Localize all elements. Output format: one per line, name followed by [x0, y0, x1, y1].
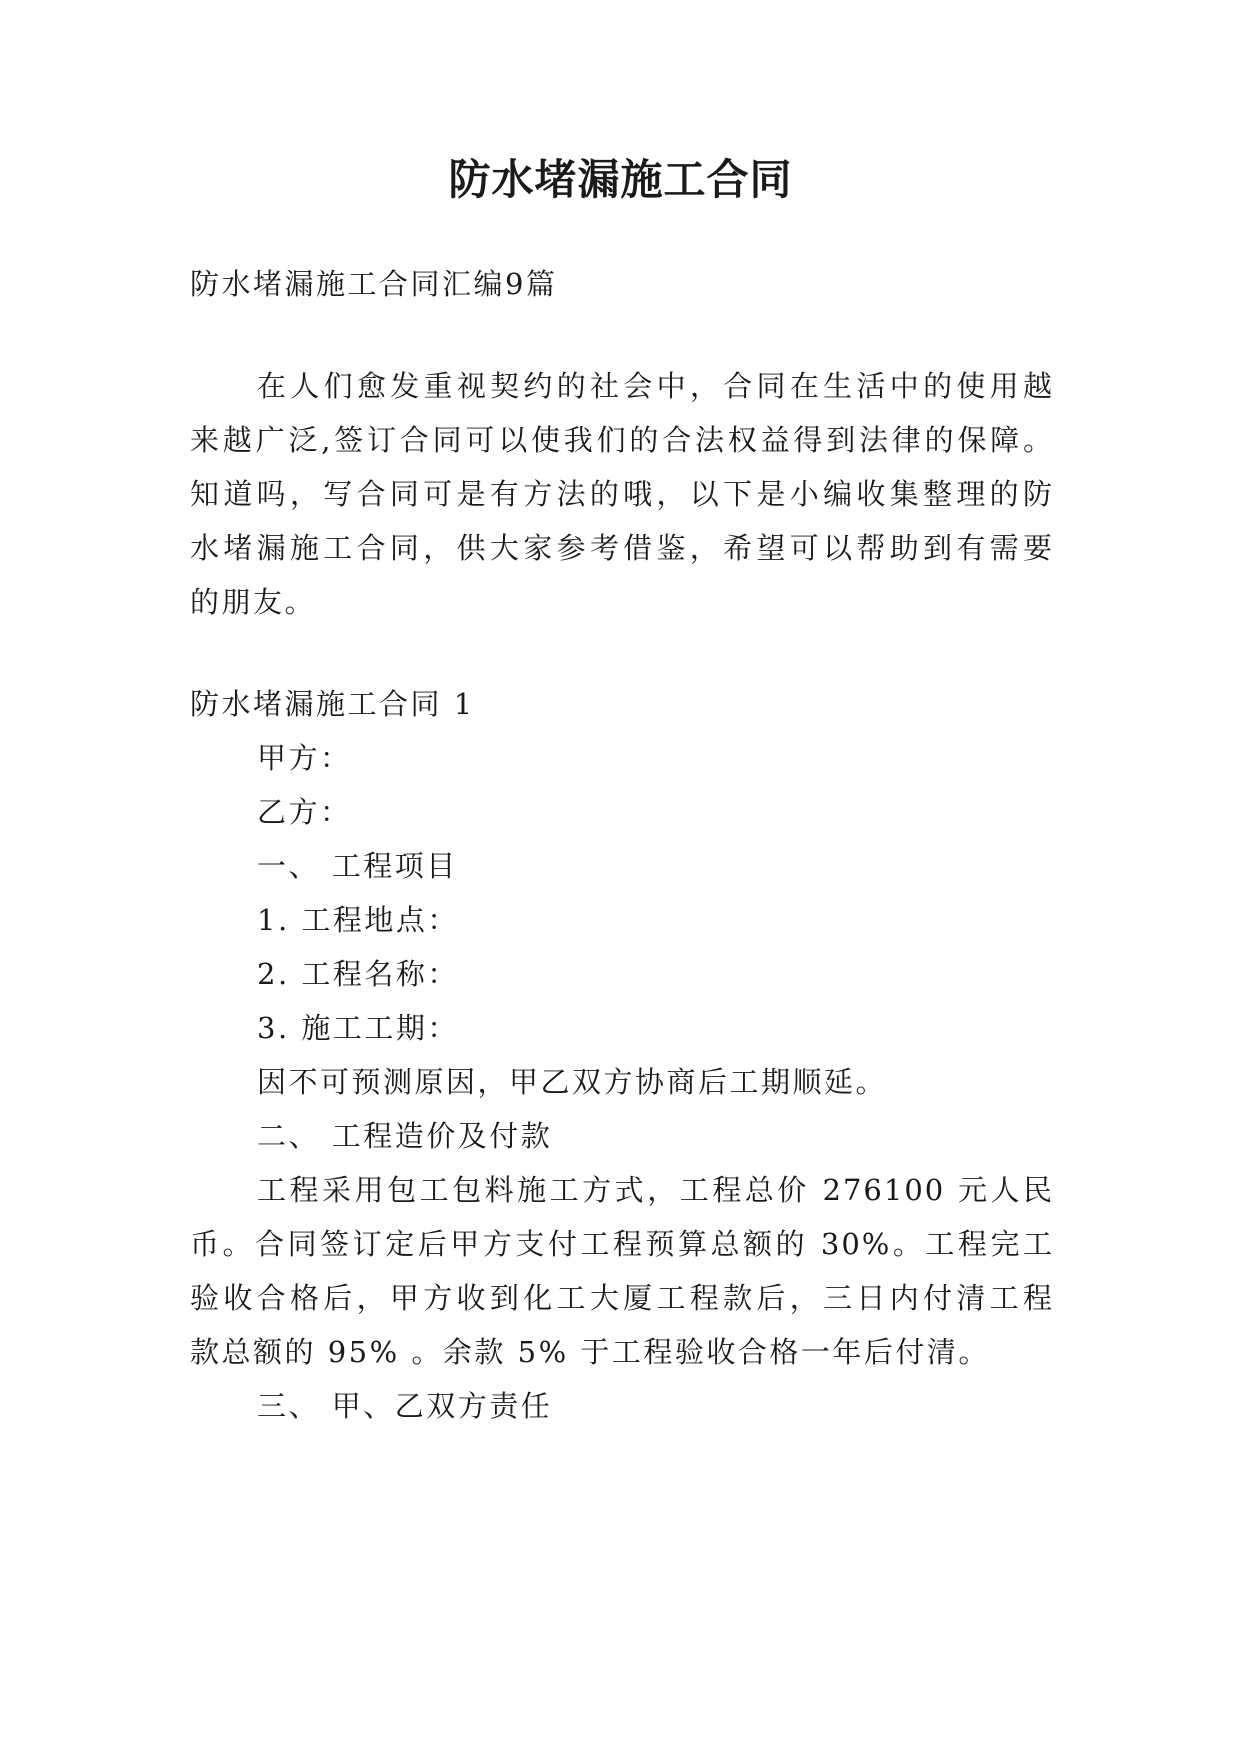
section-heading: 三、 甲、乙双方责任: [257, 1389, 553, 1423]
intro-line: 来越广泛,签订合同可以使我们的合法权益得到法律的保障。: [190, 423, 1054, 457]
intro-line: 在人们愈发重视契约的社会中，合同在生活中的使用越: [257, 369, 1054, 403]
section-body-line: 币。合同签订定后甲方支付工程预算总额的 30%。工程完工: [190, 1227, 1054, 1261]
intro-line: 的朋友。: [190, 585, 317, 619]
party-a-label: 甲方：: [257, 741, 352, 775]
document-subtitle: 防水堵漏施工合同汇编9篇: [190, 267, 558, 301]
contract-heading: 防水堵漏施工合同 1: [190, 687, 475, 721]
section-body-line: 工程采用包工包料施工方式，工程总价 276100 元人民: [257, 1173, 1054, 1207]
section-body-line: 款总额的 95% 。余款 5% 于工程验收合格一年后付清。: [190, 1335, 990, 1369]
section-item: 3. 施工工期：: [257, 1011, 459, 1045]
section-note: 因不可预测原因，甲乙双方协商后工期顺延。: [257, 1065, 888, 1099]
section-item: 2. 工程名称：: [257, 957, 459, 991]
document-title: 防水堵漏施工合同: [448, 155, 793, 204]
section-heading: 二、 工程造价及付款: [257, 1119, 553, 1153]
party-b-label: 乙方：: [257, 795, 352, 829]
intro-line: 水堵漏施工合同，供大家参考借鉴，希望可以帮助到有需要: [190, 531, 1054, 565]
intro-line: 知道吗，写合同可是有方法的哦，以下是小编收集整理的防: [190, 477, 1054, 511]
section-item: 1. 工程地点：: [257, 903, 459, 937]
section-heading: 一、 工程项目: [257, 849, 458, 883]
section-body-line: 验收合格后，甲方收到化工大厦工程款后，三日内付清工程: [190, 1281, 1054, 1315]
